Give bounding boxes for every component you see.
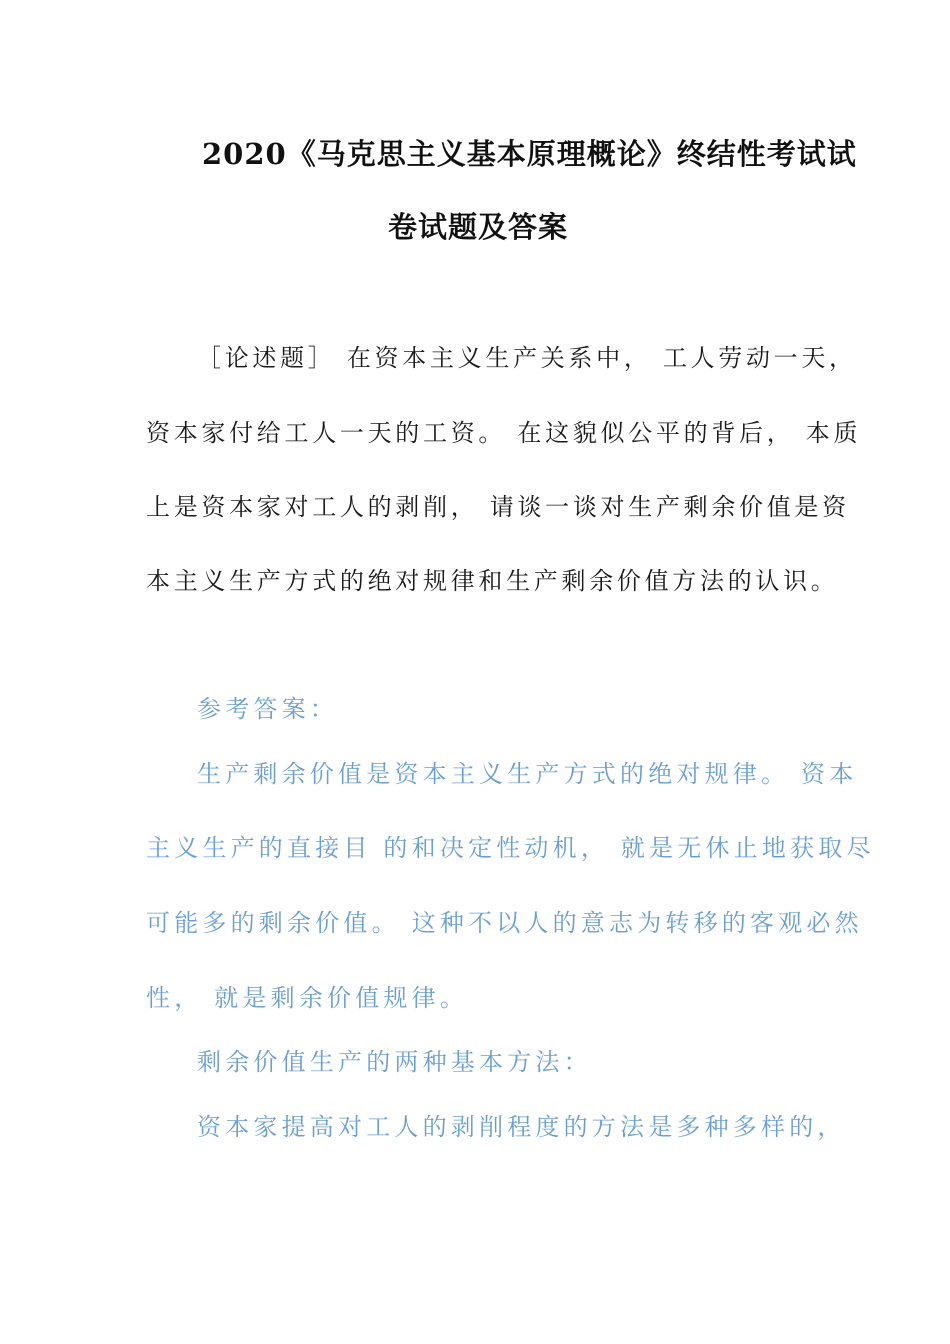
answer-subheading: 剩余价值生产的两种基本方法： [197,1048,592,1076]
answer-line: 性， 就是剩余价值规律。 [146,984,469,1012]
document-title-line-1: 2020《马克思主义基本原理概论》终结性考试试 [202,137,857,171]
question-line: 资本家付给工人一天的工资。 在这貌似公平的背后， 本质 [146,419,862,447]
answer-line: 主义生产的直接目 的和决定性动机， 就是无休止地获取尽 [146,834,875,862]
question-line: 本主义生产方式的绝对规律和生产剩余价值方法的认识。 [146,567,839,595]
answer-line: 资本家提高对工人的剥削程度的方法是多种多样的， [197,1113,846,1141]
answer-heading: 参考答案： [197,695,338,723]
question-line: 上是资本家对工人的剥削， 请谈一谈对生产剩余价值是资 [146,493,850,521]
document-title-line-2: 卷试题及答案 [388,210,569,244]
answer-line: 可能多的剩余价值。 这种不以人的意志为转移的客观必然 [146,909,863,937]
answer-line: 生产剩余价值是资本主义生产方式的绝对规律。 资本 [197,760,858,788]
question-line: ［论述题］ 在资本主义生产关系中， 工人劳动一天， [197,344,857,372]
